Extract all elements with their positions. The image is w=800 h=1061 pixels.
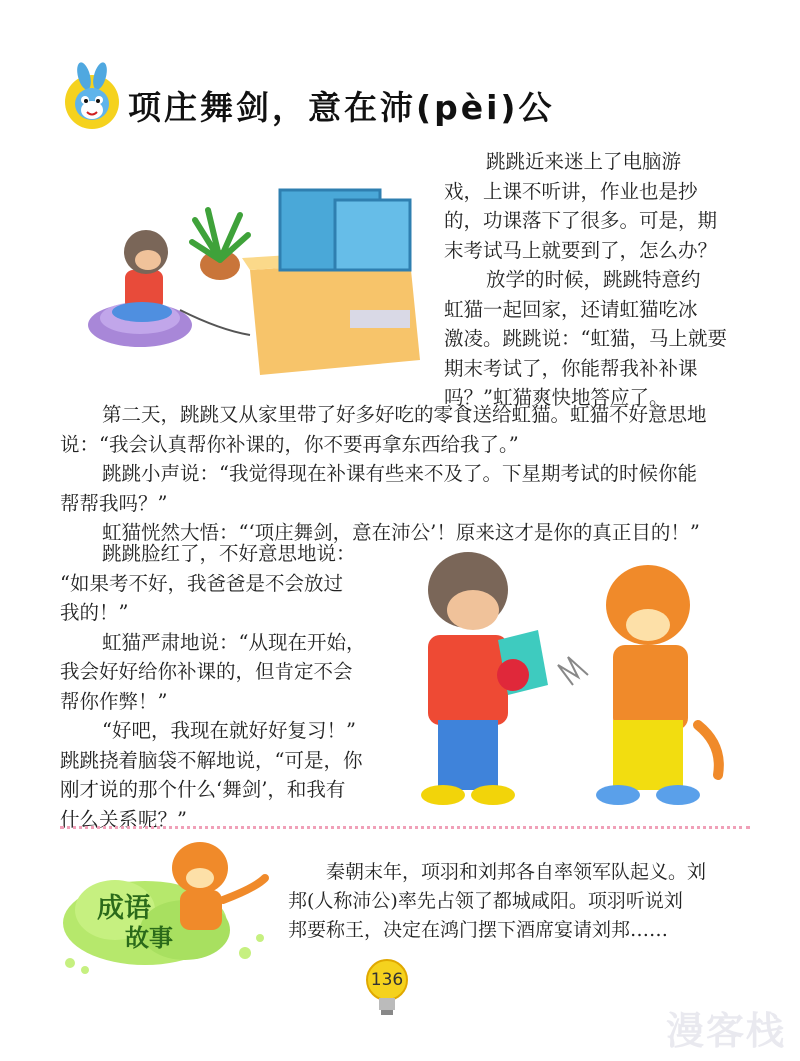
text-line: 跳跳挠着脑袋不解地说，“可是，你 bbox=[60, 748, 363, 772]
text-line: 秦朝末年，项羽和刘邦各自率领军队起义。刘 bbox=[326, 861, 707, 883]
text-line: 帮帮我吗？” bbox=[60, 491, 168, 515]
badge-line-1: 成语 bbox=[97, 893, 151, 924]
idiom-story-badge bbox=[55, 838, 285, 978]
text-line: 邦(人称沛公)率先占领了都城咸阳。项羽听说刘 bbox=[288, 890, 683, 912]
dialogue-paragraph bbox=[60, 539, 365, 834]
text-line: 刚才说的那个什么‘舞剑’，和我有 bbox=[60, 778, 346, 801]
text-line: 邦要称王，决定在鸿门摆下酒席宴请刘邦…… bbox=[288, 919, 669, 941]
text-line: 期末考试了，你能帮我补补课 bbox=[444, 356, 698, 380]
page-number: 136 bbox=[370, 970, 404, 990]
text-line: 跳跳脸红了，不好意思地说： bbox=[102, 542, 356, 565]
monkey-computer-illustration bbox=[80, 160, 440, 385]
badge-line-2: 故事 bbox=[125, 924, 173, 952]
watermark: 漫客栈 bbox=[665, 1009, 786, 1053]
text-line: 跳跳小声说：“我觉得现在补课有些来不及了。下星期考试的时候你能 bbox=[102, 462, 697, 485]
text-line: 第二天，跳跳又从家里带了好多好吃的零食送给虹猫。虹猫不好意思地 bbox=[102, 403, 707, 426]
text-line: 戏，上课不听讲，作业也是抄 bbox=[444, 179, 698, 203]
text-line: 虹猫严肃地说：“从现在开始， bbox=[102, 630, 366, 654]
rabbit-logo-icon bbox=[60, 62, 124, 132]
text-line: 我的！” bbox=[60, 601, 129, 624]
middle-paragraph bbox=[60, 400, 707, 548]
text-line: 的，功课落下了很多。可是，期 bbox=[444, 209, 718, 232]
text-line: “如果考不好，我爸爸是不会放过 bbox=[60, 571, 343, 595]
page-title: 项庄舞剑，意在沛(pèi)公 bbox=[128, 88, 555, 127]
intro-paragraph bbox=[444, 147, 727, 413]
text-line: 吗？”虹猫爽快地答应了。 bbox=[444, 386, 669, 409]
text-line: 说：“我会认真帮你补课的，你不要再拿东西给我了。” bbox=[60, 432, 519, 456]
section-divider bbox=[60, 826, 750, 829]
text-line: 帮你作弊！” bbox=[60, 689, 168, 713]
text-line: 虹猫一起回家，还请虹猫吃冰 bbox=[444, 297, 698, 321]
text-line: 末考试马上就要到了，怎么办？ bbox=[444, 238, 718, 262]
text-line: 放学的时候，跳跳特意约 bbox=[486, 268, 701, 291]
idiom-story-text bbox=[288, 858, 706, 945]
monkey-cat-illustration bbox=[398, 545, 738, 815]
text-line: 什么关系呢？” bbox=[60, 807, 187, 831]
text-line: 激凌。跳跳说：“虹猫，马上就要 bbox=[444, 327, 727, 350]
text-line: 我会好好给你补课的，但肯定不会 bbox=[60, 660, 353, 683]
text-line: 虹猫恍然大悟：“‘项庄舞剑，意在沛公’！原来这才是你的真正目的！” bbox=[102, 521, 700, 544]
text-line: 跳跳近来迷上了电脑游 bbox=[486, 150, 682, 173]
text-line: “好吧，我现在就好好复习！” bbox=[102, 719, 356, 742]
